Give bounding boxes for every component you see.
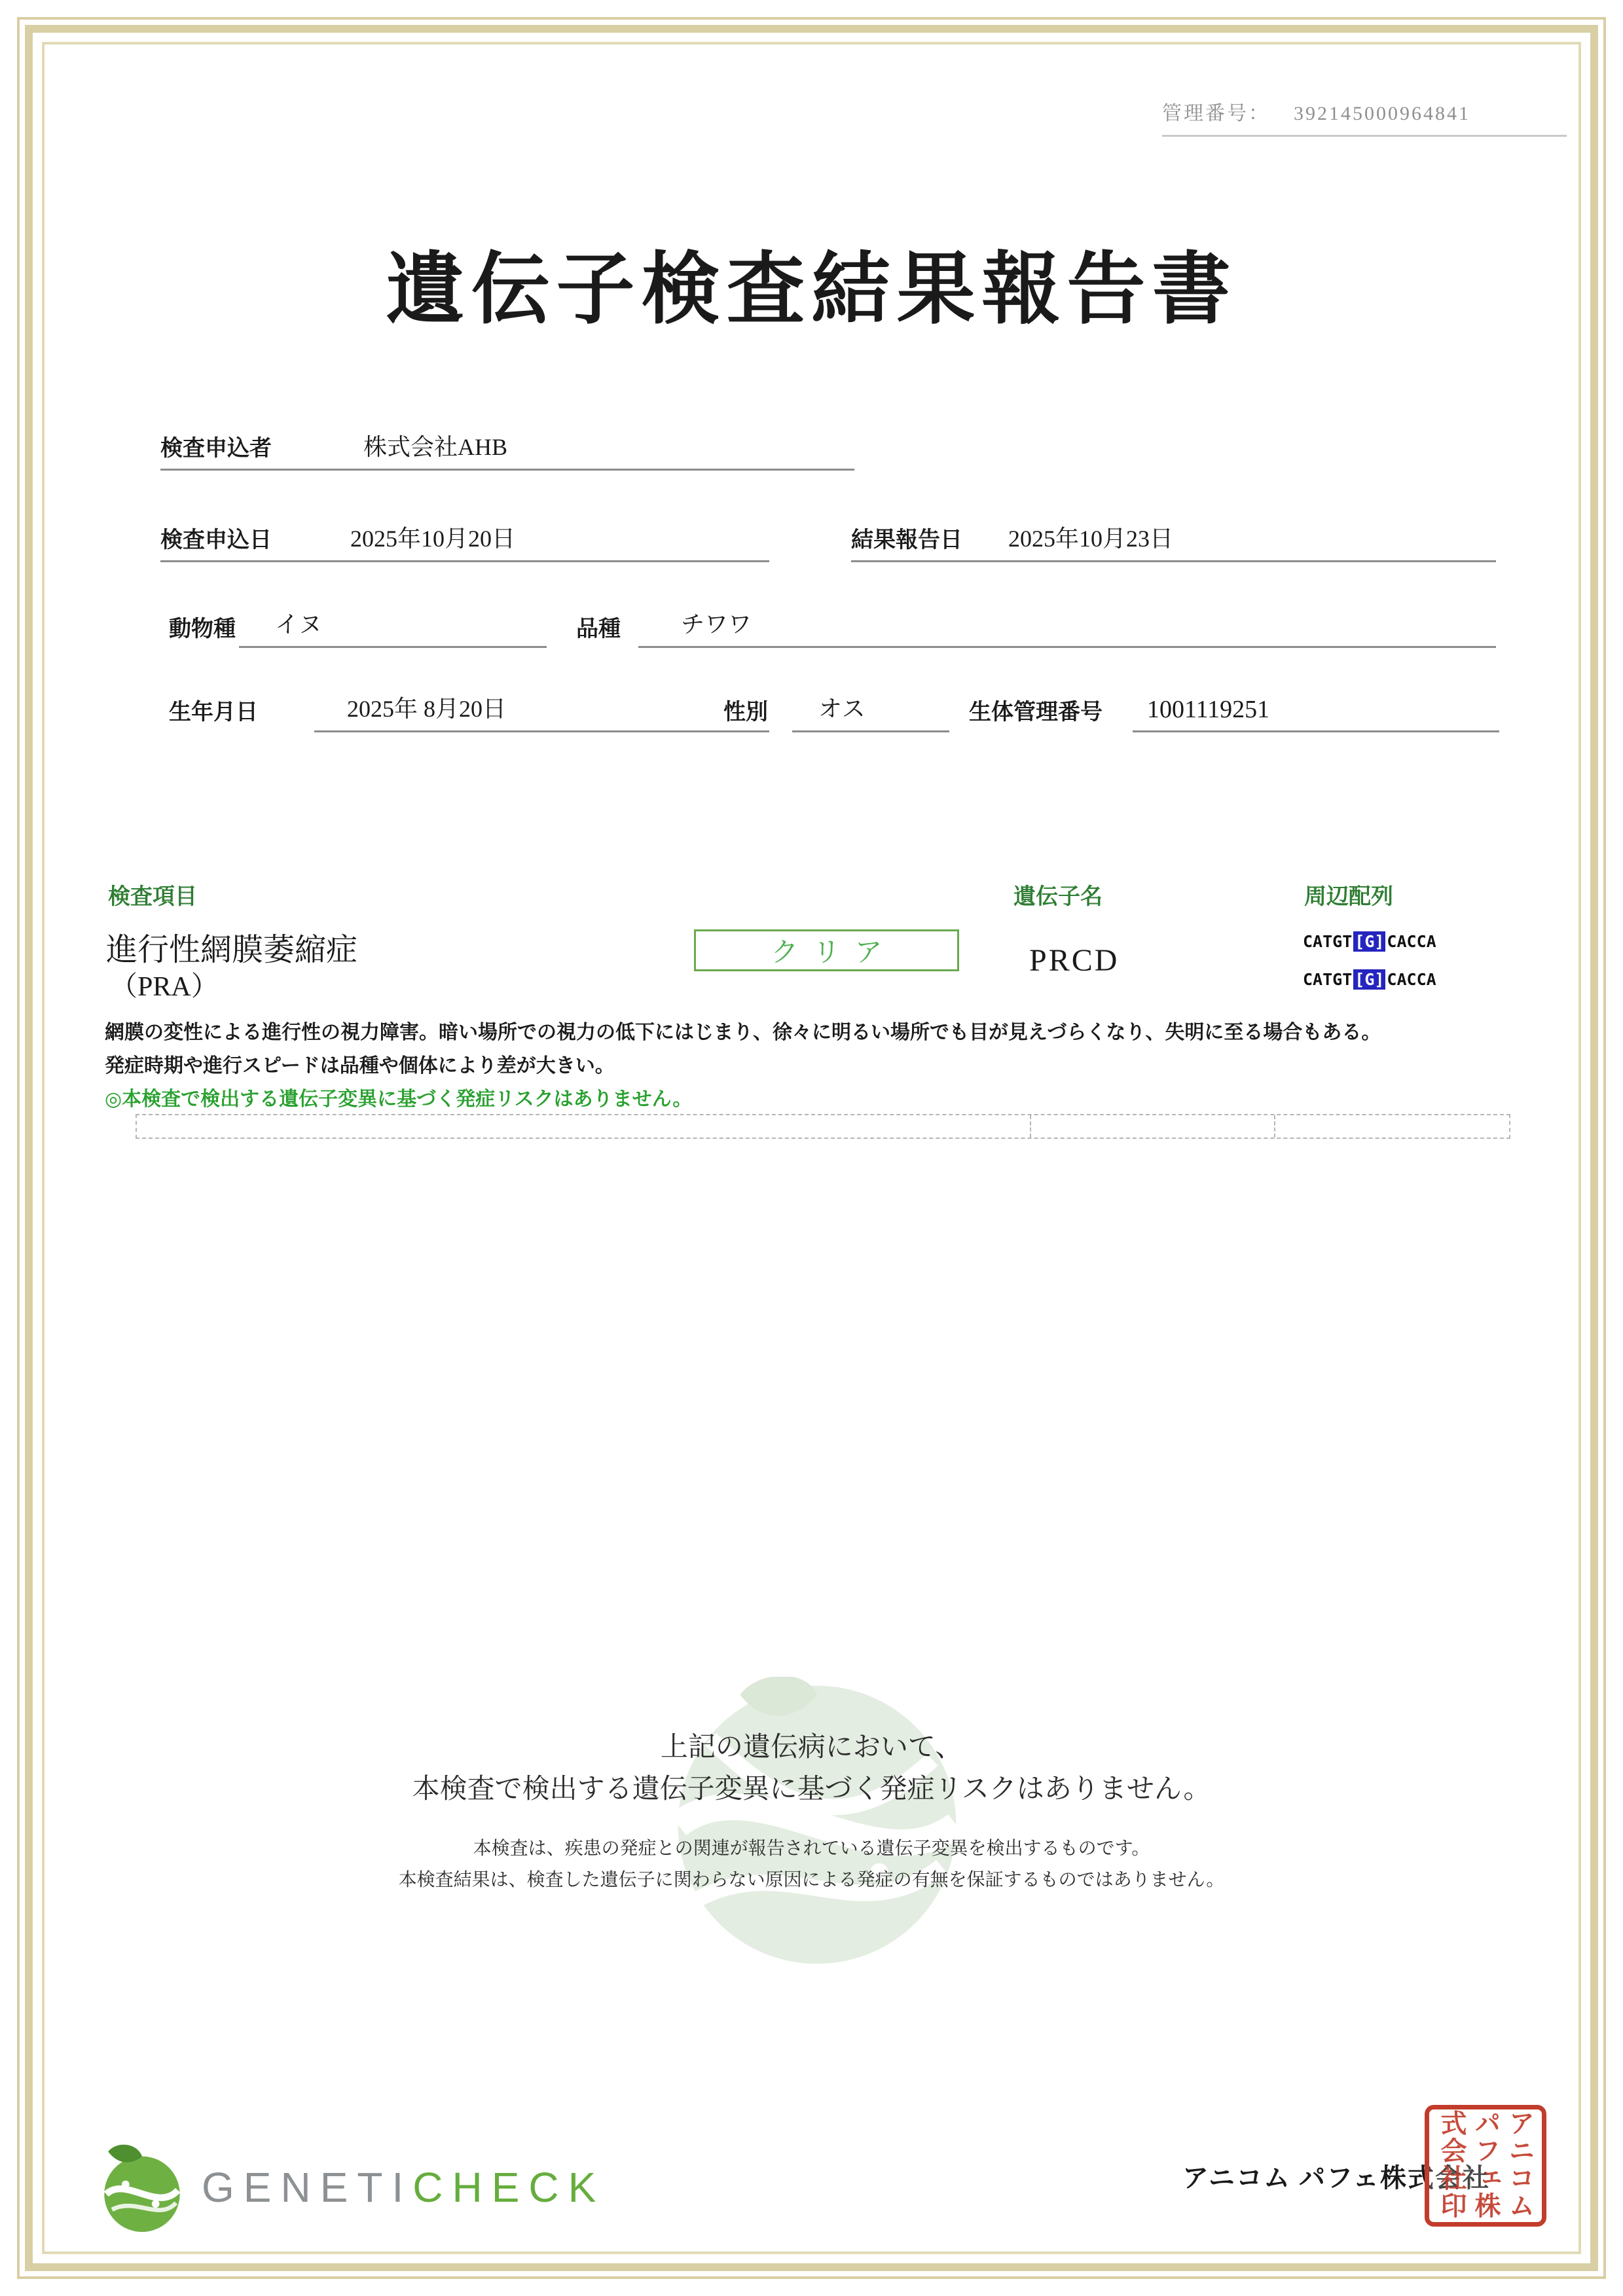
control-number [1162,97,1567,137]
summary-note-2: 本検査結果は、検査した遺伝子に関わらない原因による発症の有無を保証するものではありません。 [398,1869,1225,1890]
sex-field [792,684,949,732]
result-status-clear-label: クリア [771,938,897,968]
control-number-value: 392145000964841 [1294,103,1470,124]
apply-date-value: 2025年10月20日 [350,526,516,552]
apply-date-label: 検査申込日 [160,528,272,552]
breed-field [638,599,1496,648]
breed-value: チワワ [681,611,752,637]
gene-name-value: PRCD [1029,943,1120,978]
watermark-dna-globe [669,1677,965,1973]
sequence-2-variant: [G] [1355,970,1385,989]
disease-description [105,1016,1539,1116]
placeholder-divider-2 [1274,1115,1275,1138]
sequence-1-suffix: CACCA [1387,932,1436,951]
risk-note: ◎本検査で検出する遺伝子変異に基づく発症リスクはありません。 [105,1088,693,1110]
sequence-2-suffix: CACCA [1387,970,1436,989]
sequence-line-2 [1303,970,1436,989]
sequence-1-variant: [G] [1355,932,1385,951]
applicant-row [160,422,854,471]
breed-label: 品種 [576,617,621,641]
birth-date-value: 2025年 8月20日 [347,696,507,722]
company-seal [1425,2105,1546,2227]
applicant-value: 株式会社AHB [363,434,508,460]
summary-line-2: 本検査で検出する遺伝子変異に基づく発症リスクはありません。 [412,1773,1211,1804]
sequence-1-prefix: CATGT [1303,932,1353,951]
geneticheck-logo-text [202,2163,605,2212]
logo-text-geneti: GENETI [202,2164,413,2211]
applicant-label: 検査申込者 [160,437,272,461]
species-label: 動物種 [169,617,236,641]
birth-date-field [314,684,769,732]
additional-tests-placeholder-row [136,1114,1510,1139]
species-value: イヌ [275,611,323,637]
report-date-label: 結果報告日 [851,528,962,552]
animal-id-label: 生体管理番号 [969,700,1103,725]
company-name: アニコム パフェ株式会社 [1182,2163,1490,2193]
sequence-2-prefix: CATGT [1303,970,1353,989]
gene-name-label: 遺伝子名 [1013,885,1103,909]
sequence-line-1 [1303,932,1436,951]
summary-line-1: 上記の遺伝病において、 [660,1731,963,1762]
placeholder-divider-1 [1030,1115,1031,1138]
disease-description-line-1: 網膜の変性による進行性の視力障害。暗い場所での視力の低下にはじまり、徐々に明るい場所でも目が見えづらくなり、失明に至る場合もある。 [105,1022,1381,1043]
report-date-value: 2025年10月23日 [1008,526,1174,552]
report-date-row [851,514,1496,562]
birth-date-label: 生年月日 [169,700,258,725]
species-field [239,599,547,648]
result-status-box [694,929,959,971]
test-item-name: 進行性網膜萎縮症 [106,933,358,967]
report-title: 遺伝子検査結果報告書 [386,246,1237,333]
apply-date-row [160,514,769,562]
company-seal-text: アニコムパフェ株式会社印 [1437,2109,1535,2219]
animal-id-field [1133,684,1499,732]
sex-label: 性別 [723,700,768,725]
test-item-label: 検査項目 [108,885,197,909]
summary-note-1: 本検査は、疾患の発症との関連が報告されている遺伝子変異を検出するものです。 [473,1838,1150,1858]
sequence-label: 周辺配列 [1304,885,1393,909]
geneticheck-logo-icon [92,2139,189,2236]
animal-id-value: 1001119251 [1147,696,1270,723]
control-number-label: 管理番号： [1162,103,1270,124]
disease-description-line-2: 発症時期や進行スピードは品種や個体により差が大きい。 [105,1055,615,1077]
geneticheck-logo [92,2139,605,2236]
sex-value: オス [818,696,866,722]
logo-text-check: CHECK [412,2164,606,2211]
test-item-abbr: （PRA） [110,972,219,1002]
